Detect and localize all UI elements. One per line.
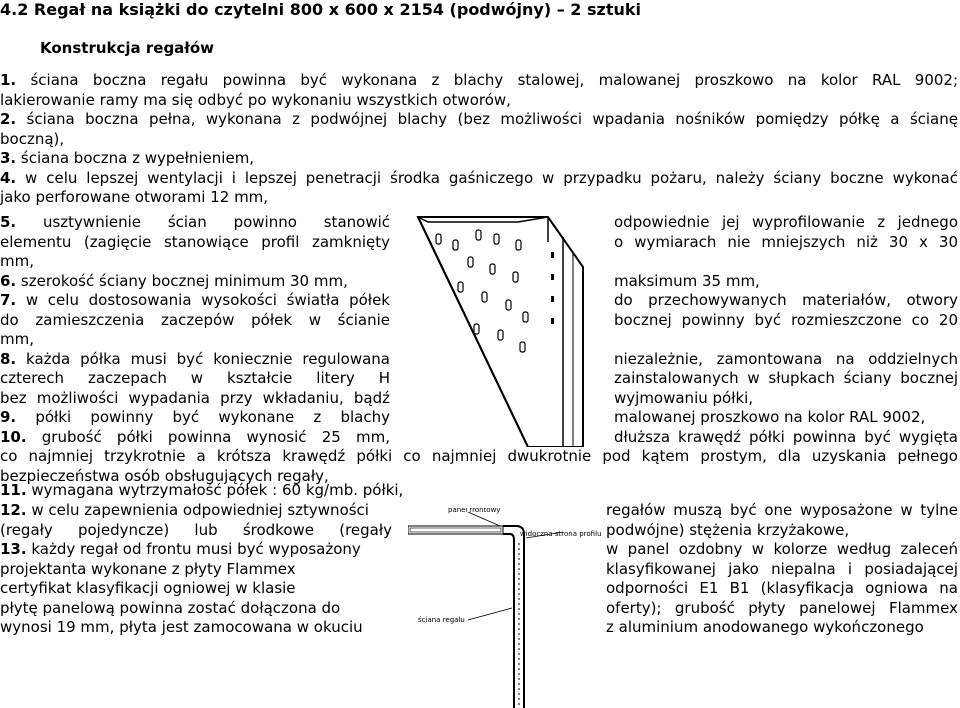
item-text: do zamieszczenia zaczepów półek w ścianie (0, 310, 390, 329)
item-number: 8. (0, 349, 17, 368)
text-line-right: z aluminium anodowanego wykończonego (606, 618, 924, 636)
perforated-side-wall-figure (398, 212, 603, 447)
item-number: 7. (0, 291, 17, 309)
item-number: 1. (0, 71, 17, 89)
section-subtitle: Konstrukcja regałów (40, 39, 215, 57)
text-line-right: oferty); grubość płyty panelowej Flammex (606, 598, 958, 617)
text-line-right: niezależnie, zamontowana na oddzielnych (614, 349, 958, 368)
text-line-left (0, 500, 392, 520)
text-line (0, 90, 958, 110)
item-text: ściana boczna regału powinna być wykonana z blachy stalowej, malowanej proszkowo na kolor RAL 9002; (16, 71, 958, 89)
text-line-right: malowanej proszkowo na kolor RAL 9002, (614, 408, 926, 426)
text-line-right: o wymiarach nie mniejszych niż 30 x 30 (614, 232, 958, 251)
text-line (0, 148, 958, 168)
text-line-left (0, 232, 390, 252)
item-text: bez możliwości wypadania przy wkładaniu, bądź (0, 388, 390, 407)
item-11 (0, 480, 403, 500)
text-line (0, 129, 958, 149)
text-line-right: dłuższa krawędź półki powinna być wygięta (614, 427, 958, 446)
item-number: 12. (0, 501, 27, 519)
text-line-right: regałów muszą być one wyposażone w tylne (606, 501, 958, 519)
item-number: 5. (0, 213, 17, 231)
text-line-left (0, 368, 390, 388)
text-line-right: do przechowywanych materiałów, otwory (614, 291, 958, 309)
section-title: 4.2 Regał na książki do czytelni 800 x 600 x 2154 (podwójny) – 2 sztuki (0, 0, 641, 19)
item-number: 2. (0, 110, 17, 128)
front-panel-label: panel frontowy (448, 508, 501, 514)
text-line-left (0, 407, 390, 427)
item-number: 10. (0, 427, 27, 446)
item-number: 3. (0, 149, 17, 167)
item-text: czterech zaczepach w kształcie litery H (0, 369, 390, 387)
item-text: ściana boczna pełna, wykonana z podwójnej blachy (bez możliwości wpadania nośników pomiędzy półkę a ścianę (16, 110, 958, 128)
item-text: mm, (0, 252, 34, 270)
item-number: 9. (0, 408, 17, 426)
text-line (0, 187, 958, 207)
text-line (0, 109, 958, 129)
text-line-left (0, 388, 390, 408)
item-number: 4. (0, 168, 17, 187)
text-line: bezpieczeństwa osób obsługujących regały, (0, 466, 329, 485)
text-line-right: odporności E1 B1 (klasyfikacja ogniowa na (606, 579, 958, 597)
text-line-left (0, 559, 392, 579)
text-line-right: maksimum 35 mm, (614, 271, 760, 290)
side-wall-label: ściana regału (418, 616, 465, 624)
item-text: każdy regał od frontu musi być wyposażony (26, 540, 361, 558)
item-text: półki powinny być wykonane z blachy (16, 408, 390, 426)
text-line-left (0, 617, 392, 637)
text-line-left (0, 329, 390, 349)
item-text: elementu (zagięcie stanowiące profil zamknięty (0, 232, 390, 251)
text-line-left (0, 578, 392, 598)
text-line-right: zainstalowanych w słupkach ściany bocznej (614, 369, 958, 387)
item-text: każda półka musi być koniecznie regulowana (16, 349, 390, 368)
text-line-right: klasyfikowanej jako niepalna i posiadającej (606, 559, 958, 578)
item-text: lakierowanie ramy ma się odbyć po wykonaniu wszystkich otworów, (0, 90, 511, 109)
item-text: wynosi 19 mm, płyta jest zamocowana w okuciu (0, 618, 363, 636)
item-text: w celu dostosowania wysokości światła półek (16, 291, 390, 309)
text-line-left (0, 212, 390, 232)
item-text: boczną), (0, 129, 65, 148)
item-text: projektanta wykonane z płyty Flammex (0, 559, 296, 578)
text-line-right: w panel ozdobny w kolorze według zaleceń (606, 540, 958, 558)
item-number: 13. (0, 540, 27, 558)
text-line-right: podwójne) stężenia krzyżakowe, (606, 520, 850, 539)
text-line-right: odpowiednie jej wyprofilowanie z jednego (614, 213, 958, 231)
item-text: (regały pojedyncze) lub środkowe (regały (0, 520, 392, 539)
item-number: 11. (0, 481, 27, 499)
text-line-left (0, 251, 390, 271)
item-text: w celu lepszej wentylacji i lepszej penetracji środka gaśniczego w przypadku pożaru, należy ściany boczne wykonać (16, 168, 958, 187)
item-text: jako perforowane otworami 12 mm, (0, 188, 269, 206)
text-line-left (0, 290, 390, 310)
text-line (0, 70, 958, 90)
text-line-left (0, 271, 390, 291)
text-line-left (0, 598, 392, 618)
item-text: płytę panelową powinna zostać dołączona do (0, 598, 341, 617)
item-number: 6. (0, 271, 17, 290)
item-text: wymagana wytrzymałość półek : 60 kg/mb. półki, (26, 481, 404, 499)
text-line-left (0, 539, 392, 559)
text-line-left (0, 310, 390, 330)
visible-side-label: widoczna strona profilu (520, 530, 602, 538)
text-line-left (0, 349, 390, 369)
text-line-left (0, 520, 392, 540)
item-text: w celu zapewnienia odpowiedniej sztywności (26, 501, 369, 519)
text-line-right: bocznej powinny być rozmieszczone co 20 (614, 310, 958, 329)
text-line-left (0, 427, 390, 447)
item-text: ściana boczna z wypełnieniem, (16, 149, 255, 167)
profile-section-figure (408, 508, 608, 708)
item-text: mm, (0, 330, 34, 348)
item-text: certyfikat klasyfikacji ogniowej w klasie (0, 579, 296, 597)
text-line (0, 168, 958, 188)
item-text: grubość półki powinna wynosić 25 mm, (26, 427, 390, 446)
text-line-right: wyjmowaniu półki, (614, 388, 754, 407)
item-text: szerokość ściany bocznej minimum 30 mm, (16, 271, 348, 290)
text-line: co najmniej trzykrotnie a krótsza krawędź półki co najmniej dwukrotnie pod kątem prostym, dla uzyskania pełnego (0, 447, 958, 465)
item-text: usztywnienie ścian powinno stanowić (16, 213, 390, 231)
